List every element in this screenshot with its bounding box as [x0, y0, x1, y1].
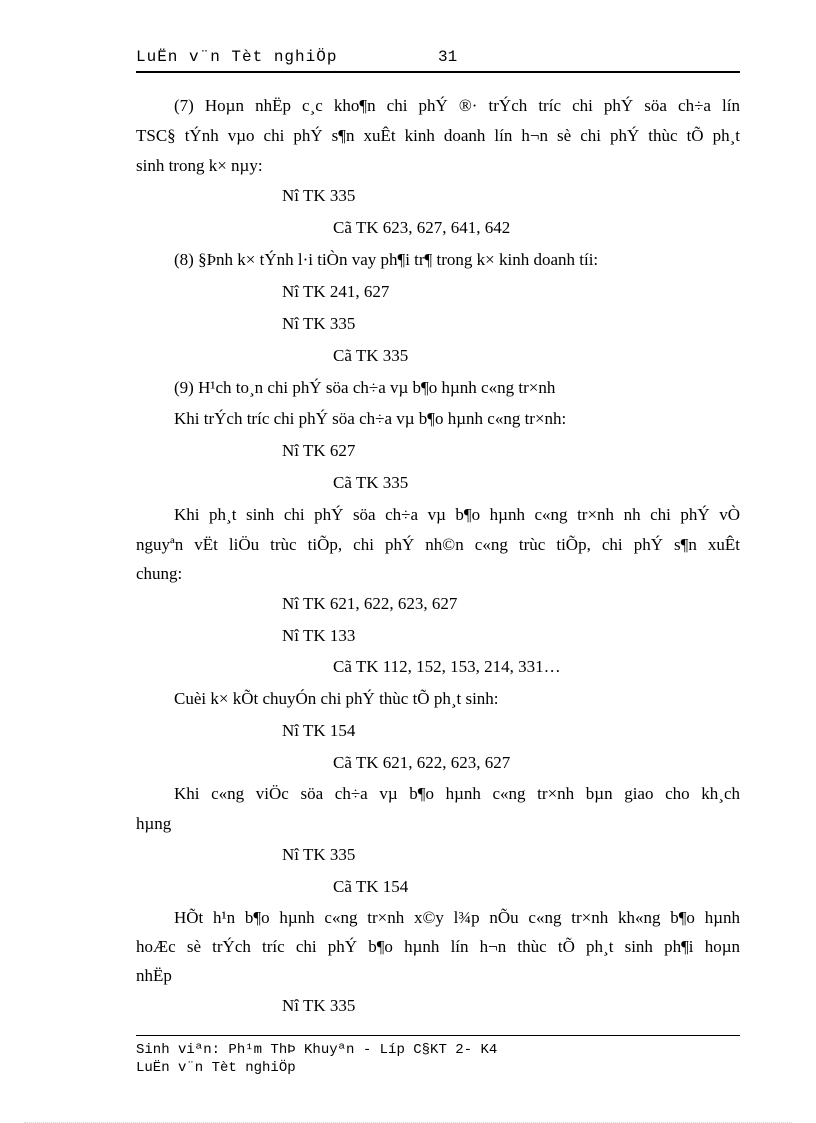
entry-debit: Nî TK 621, 622, 623, 627	[282, 594, 458, 613]
entry-credit: Cã TK 621, 622, 623, 627	[333, 753, 511, 772]
text-line: Khi trÝch tríc chi phÝ söa ch÷a vµ b¶o hµnh c«ng tr×nh:	[174, 409, 567, 428]
entry-debit: Nî TK 335	[282, 996, 356, 1015]
entry-credit: Cã TK 623, 627, 641, 642	[333, 218, 511, 237]
footer-author: Sinh viªn: Ph¹m ThÞ Khuyªn - Líp C§KT 2- K4	[136, 1042, 498, 1058]
text-line: (8) §Þnh k× tÝnh l·i tiÒn vay ph¶i tr¶ trong k× kinh doanh tíi:	[174, 250, 599, 269]
text-line: hµng	[136, 814, 172, 833]
text-line: sinh trong k× nµy:	[136, 156, 263, 175]
entry-debit: Nî TK 335	[282, 845, 356, 864]
text-line: chung:	[136, 564, 183, 583]
footer-rule	[136, 1035, 740, 1036]
text-line: Khi ph¸t sinh chi phÝ söa ch÷a vµ b¶o hµnh c«ng tr×nh nh chi phÝ vÒ	[174, 505, 740, 524]
entry-debit: Nî TK 154	[282, 721, 356, 740]
entry-debit: Nî TK 627	[282, 441, 356, 460]
header-rule	[136, 71, 740, 73]
text-line: Khi c«ng viÖc söa ch÷a vµ b¶o hµnh c«ng tr×nh bµn giao cho kh¸ch	[174, 784, 740, 803]
text-line: Cuèi k× kÕt chuyÓn chi phÝ thùc tÕ ph¸t sinh:	[174, 689, 499, 708]
text-line: TSC§ tÝnh vµo chi phÝ s¶n xuÊt kinh doanh lín h¬n sè chi phÝ thùc tÕ ph¸t	[136, 126, 740, 145]
entry-debit: Nî TK 335	[282, 314, 356, 333]
entry-credit: Cã TK 112, 152, 153, 214, 331…	[333, 657, 561, 676]
entry-debit: Nî TK 133	[282, 626, 356, 645]
text-line: hoÆc sè trÝch tríc chi phÝ b¶o hµnh lín h¬n thùc tÕ ph¸t sinh ph¶i hoµn	[136, 937, 740, 956]
entry-debit: Nî TK 241, 627	[282, 282, 390, 301]
page-number: 31	[438, 48, 458, 66]
entry-debit: Nî TK 335	[282, 186, 356, 205]
text-line: (7) Hoµn nhËp c¸c kho¶n chi phÝ ®· trÝch tríc chi phÝ söa ch÷a lín	[174, 96, 740, 115]
text-line: (9) H¹ch to¸n chi phÝ söa ch÷a vµ b¶o hµnh c«ng tr×nh	[174, 378, 556, 397]
entry-credit: Cã TK 335	[333, 346, 409, 365]
text-line: nhËp	[136, 966, 172, 985]
entry-credit: Cã TK 335	[333, 473, 409, 492]
page-header	[136, 48, 740, 72]
entry-credit: Cã TK 154	[333, 877, 409, 896]
footer-title: LuËn v¨n Tèt nghiÖp	[136, 1060, 296, 1076]
text-line: nguyªn vËt liÖu trùc tiÕp, chi phÝ nh©n c«ng trùc tiÕp, chi phÝ s¶n xuÊt	[136, 535, 740, 554]
text-line: HÕt h¹n b¶o hµnh c«ng tr×nh x©y l¾p nÕu c«ng tr×nh kh«ng b¶o hµnh	[174, 908, 740, 927]
header-title: LuËn v¨n Tèt nghiÖp	[136, 48, 338, 66]
